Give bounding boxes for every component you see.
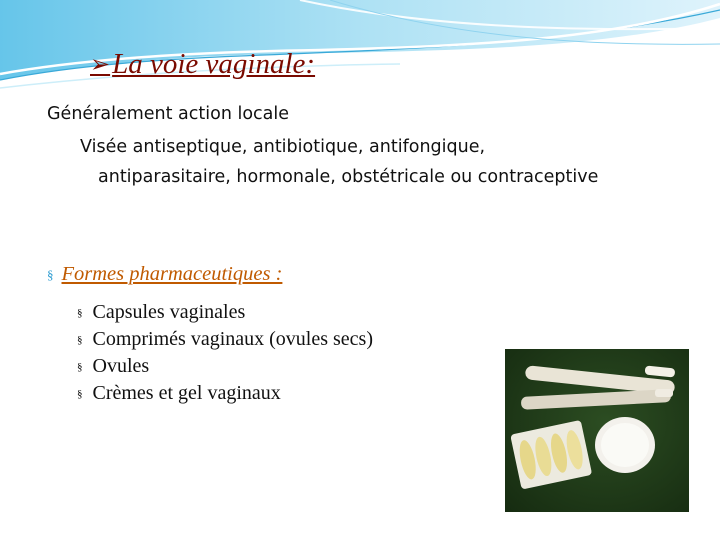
slide-title-text: La voie vaginale:: [112, 48, 316, 80]
section-title: Formes pharmaceutiques :: [61, 263, 283, 285]
list-item: [77, 326, 373, 353]
list-item: [77, 380, 373, 407]
list-item-label: Comprimés vaginaux (ovules secs): [92, 328, 373, 350]
square-bullet-icon: §: [77, 333, 83, 346]
vaginal-tablet-icon: [595, 417, 655, 473]
vaginal-products-photo: [505, 349, 689, 512]
square-bullet-icon: §: [77, 387, 83, 400]
slide-title: [90, 48, 315, 81]
list-item: [77, 353, 373, 380]
list-item-label: Ovules: [92, 355, 150, 377]
arrow-bullet-icon: ➢: [90, 52, 111, 78]
square-bullet-icon: §: [77, 306, 83, 319]
indication-line-1: Visée antiseptique, antibiotique, antifongique,: [80, 137, 486, 157]
section-bullet-icon: §: [47, 266, 54, 282]
square-bullet-icon: §: [77, 360, 83, 373]
list-item-label: Capsules vaginales: [92, 301, 246, 323]
indication-line-2: antiparasitaire, hormonale, obstétricale ou contraceptive: [98, 167, 599, 187]
dosage-forms-list: [77, 299, 373, 407]
intro-line: Généralement action locale: [47, 104, 290, 124]
section-heading: [47, 263, 282, 286]
list-item: [77, 299, 373, 326]
list-item-label: Crèmes et gel vaginaux: [92, 382, 281, 404]
